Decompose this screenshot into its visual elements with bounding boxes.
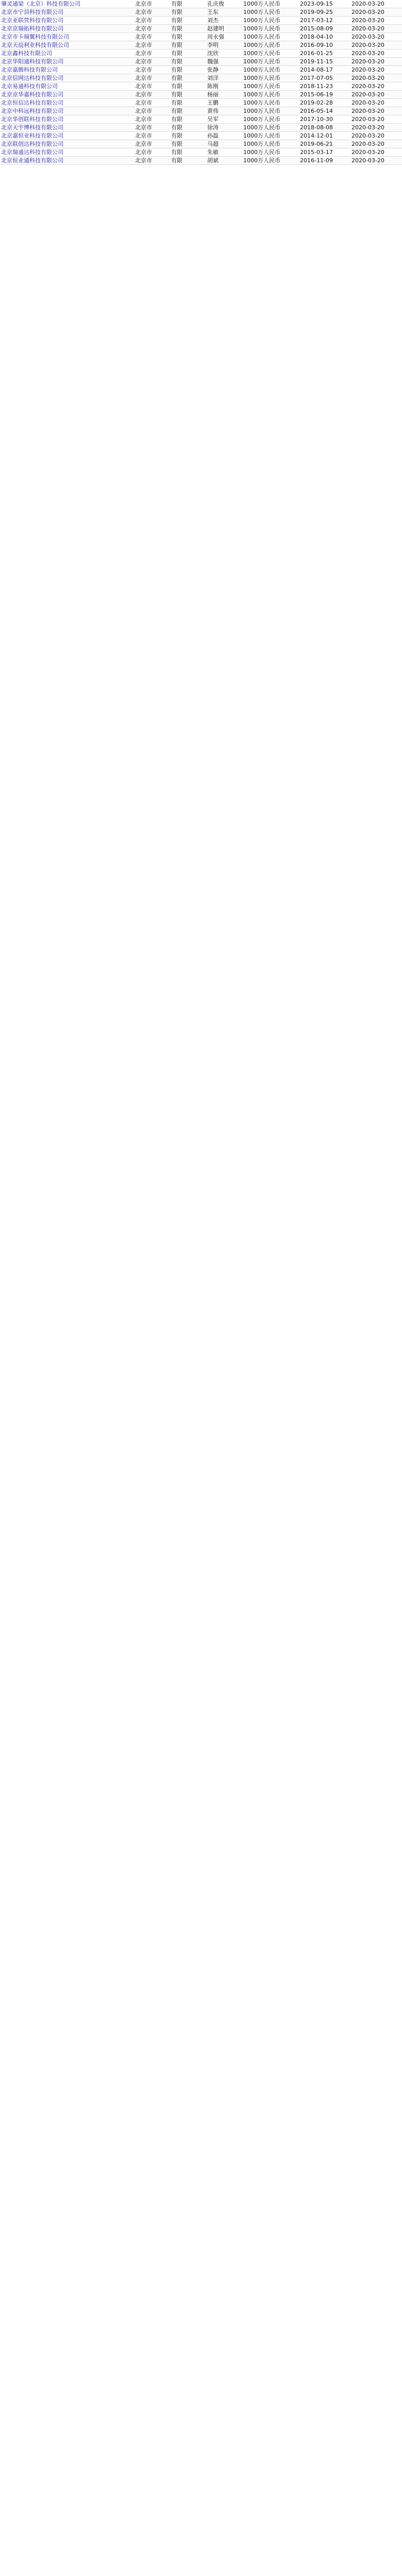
updated-date-cell: 2020-03-20 [351,42,384,48]
legal-representative-cell: 刘洋 [207,75,219,81]
company-type-cell: 有限 [171,99,182,106]
company-type-cell: 有限 [171,42,182,48]
updated-date-cell: 2020-03-20 [351,108,384,114]
company-row [0,82,402,91]
city-cell: 北京市 [135,58,152,65]
established-date-cell: 2016-05-14 [300,108,333,114]
city-cell: 北京市 [135,17,152,24]
established-date-cell: 2019-02-28 [300,99,333,106]
city-cell: 北京市 [135,141,152,147]
registered-capital-cell: 1000万人民币 [243,141,280,147]
updated-date-cell: 2020-03-20 [351,141,384,147]
updated-date-cell: 2020-03-20 [351,17,384,24]
registered-capital-cell: 1000万人民币 [243,91,280,98]
established-date-cell: 2018-08-08 [300,124,333,131]
city-cell: 北京市 [135,132,152,139]
city-cell: 北京市 [135,99,152,106]
updated-date-cell: 2020-03-20 [351,75,384,81]
city-cell: 北京市 [135,66,152,73]
company-name-cell: 北京嘉腾科技有限公司 [1,66,58,73]
established-date-cell: 2017-03-12 [300,17,333,24]
company-type-cell: 有限 [171,141,182,147]
company-type-cell: 有限 [171,66,182,73]
updated-date-cell: 2020-03-20 [351,33,384,40]
legal-representative-cell: 周永强 [207,33,224,40]
registered-capital-cell: 1000万人民币 [243,124,280,131]
company-type-cell: 有限 [171,58,182,65]
registered-capital-cell: 1000万人民币 [243,33,280,40]
city-cell: 北京市 [135,75,152,81]
company-name-cell: 北京联创达科技有限公司 [1,141,63,147]
legal-representative-cell: 马超 [207,141,219,147]
legal-representative-cell: 魏强 [207,58,219,65]
registered-capital-cell: 1000万人民币 [243,116,280,123]
established-date-cell: 2019-11-15 [300,58,333,65]
updated-date-cell: 2020-03-20 [351,149,384,156]
legal-representative-cell: 吴军 [207,116,219,123]
company-row [0,107,402,115]
legal-representative-cell: 孙磊 [207,132,219,139]
legal-representative-cell: 杨丽 [207,91,219,98]
established-date-cell: 2018-11-23 [300,83,333,90]
company-row [0,140,402,148]
company-row [0,74,402,82]
city-cell: 北京市 [135,108,152,114]
company-row [0,157,402,165]
company-type-cell: 有限 [171,1,182,7]
company-row [0,124,402,132]
registered-capital-cell: 1000万人民币 [243,99,280,106]
city-cell: 北京市 [135,149,152,156]
updated-date-cell: 2020-03-20 [351,1,384,7]
updated-date-cell: 2020-03-20 [351,132,384,139]
legal-representative-cell: 刘杰 [207,17,219,24]
established-date-cell: 2019-09-25 [300,9,333,15]
company-row [0,58,402,66]
city-cell: 北京市 [135,91,152,98]
established-date-cell: 2015-08-09 [300,25,333,32]
legal-representative-cell: 王东 [207,9,219,15]
company-type-cell: 有限 [171,50,182,57]
legal-representative-cell: 胡斌 [207,157,219,164]
established-date-cell: 2014-08-17 [300,66,333,73]
legal-representative-cell: 朱敏 [207,149,219,156]
company-row [0,16,402,25]
registered-capital-cell: 1000万人民币 [243,58,280,65]
registered-capital-cell: 1000万人民币 [243,83,280,90]
company-type-cell: 有限 [171,124,182,131]
updated-date-cell: 2020-03-20 [351,66,384,73]
company-row [0,49,402,58]
updated-date-cell: 2020-03-20 [351,124,384,131]
company-name-cell: 北京鑫科技有限公司 [1,50,52,57]
city-cell: 北京市 [135,157,152,164]
company-name-cell: 北京天宇博科技有限公司 [1,124,63,131]
legal-representative-cell: 张静 [207,66,219,73]
legal-representative-cell: 赵建明 [207,25,224,32]
legal-representative-cell: 李明 [207,42,219,48]
legal-representative-cell: 沈欣 [207,50,219,57]
company-type-cell: 有限 [171,33,182,40]
company-name-cell: 北京恒信达科技有限公司 [1,99,63,106]
company-name-cell: 北京中科远科技有限公司 [1,108,63,114]
company-name-cell: 肇灵通梁（北京）科技有限公司 [1,1,80,7]
registered-capital-cell: 1000万人民币 [243,75,280,81]
company-type-cell: 有限 [171,83,182,90]
registered-capital-cell: 1000万人民币 [243,1,280,7]
city-cell: 北京市 [135,42,152,48]
updated-date-cell: 2020-03-20 [351,99,384,106]
registered-capital-cell: 1000万人民币 [243,157,280,164]
city-cell: 北京市 [135,9,152,15]
established-date-cell: 2017-10-30 [300,116,333,123]
company-name-cell: 北京京华嘉科技有限公司 [1,91,63,98]
company-name-cell: 北京恒业通科技有限公司 [1,157,63,164]
registered-capital-cell: 1000万人民币 [243,25,280,32]
legal-representative-cell: 徐涛 [207,124,219,131]
established-date-cell: 2023-09-15 [300,1,333,7]
updated-date-cell: 2020-03-20 [351,25,384,32]
company-row [0,115,402,124]
legal-representative-cell: 王鹏 [207,99,219,106]
established-date-cell: 2015-06-19 [300,91,333,98]
established-date-cell: 2018-04-10 [300,33,333,40]
registered-capital-cell: 1000万人民币 [243,108,280,114]
city-cell: 北京市 [135,116,152,123]
city-cell: 北京市 [135,33,152,40]
legal-representative-cell: 黄伟 [207,108,219,114]
city-cell: 北京市 [135,83,152,90]
registered-capital-cell: 1000万人民币 [243,42,280,48]
city-cell: 北京市 [135,124,152,131]
company-row [0,91,402,99]
legal-representative-cell: 陈刚 [207,83,219,90]
established-date-cell: 2019-06-21 [300,141,333,147]
updated-date-cell: 2020-03-20 [351,83,384,90]
company-type-cell: 有限 [171,157,182,164]
company-name-cell: 北京华创联科技有限公司 [1,116,63,123]
registered-capital-cell: 1000万人民币 [243,17,280,24]
company-name-cell: 北京天辰利业科技有限公司 [1,42,69,48]
city-cell: 北京市 [135,1,152,7]
company-type-cell: 有限 [171,9,182,15]
established-date-cell: 2015-03-17 [300,149,333,156]
company-row [0,148,402,157]
company-type-cell: 有限 [171,91,182,98]
company-type-cell: 有限 [171,75,182,81]
city-cell: 北京市 [135,25,152,32]
company-name-cell: 北京市宁县科技有限公司 [1,9,63,15]
company-name-cell: 北京嘉恒业科技有限公司 [1,132,63,139]
registered-capital-cell: 1000万人民币 [243,50,280,57]
established-date-cell: 2017-07-05 [300,75,333,81]
updated-date-cell: 2020-03-20 [351,58,384,65]
registered-capital-cell: 1000万人民币 [243,149,280,156]
company-row [0,66,402,74]
company-name-cell: 北京瑞通达科技有限公司 [1,149,63,156]
company-name-cell: 北京易通科技有限公司 [1,83,58,90]
updated-date-cell: 2020-03-20 [351,116,384,123]
company-type-cell: 有限 [171,17,182,24]
company-row [0,8,402,16]
legal-representative-cell: 孔庆俊 [207,1,224,7]
company-row [0,132,402,140]
company-row [0,0,402,8]
company-row [0,99,402,107]
company-type-cell: 有限 [171,116,182,123]
registered-capital-cell: 1000万人民币 [243,66,280,73]
registered-capital-cell: 1000万人民币 [243,132,280,139]
established-date-cell: 2016-11-09 [300,157,333,164]
established-date-cell: 2016-09-10 [300,42,333,48]
company-name-cell: 北京京瑞拓科技有限公司 [1,25,63,32]
company-type-cell: 有限 [171,108,182,114]
company-name-cell: 北京亚联营科技有限公司 [1,17,63,24]
company-row [0,33,402,41]
updated-date-cell: 2020-03-20 [351,50,384,57]
company-row [0,41,402,49]
company-name-cell: 北京信网达科技有限公司 [1,75,63,81]
company-name-cell: 北京市卡瑞翼科技有限公司 [1,33,69,40]
city-cell: 北京市 [135,50,152,57]
company-row [0,25,402,33]
company-type-cell: 有限 [171,25,182,32]
registered-capital-cell: 1000万人民币 [243,9,280,15]
updated-date-cell: 2020-03-20 [351,91,384,98]
company-name-cell: 北京华阳通科技有限公司 [1,58,63,65]
company-type-cell: 有限 [171,149,182,156]
updated-date-cell: 2020-03-20 [351,9,384,15]
established-date-cell: 2016-01-25 [300,50,333,57]
established-date-cell: 2014-12-01 [300,132,333,139]
updated-date-cell: 2020-03-20 [351,157,384,164]
company-type-cell: 有限 [171,132,182,139]
